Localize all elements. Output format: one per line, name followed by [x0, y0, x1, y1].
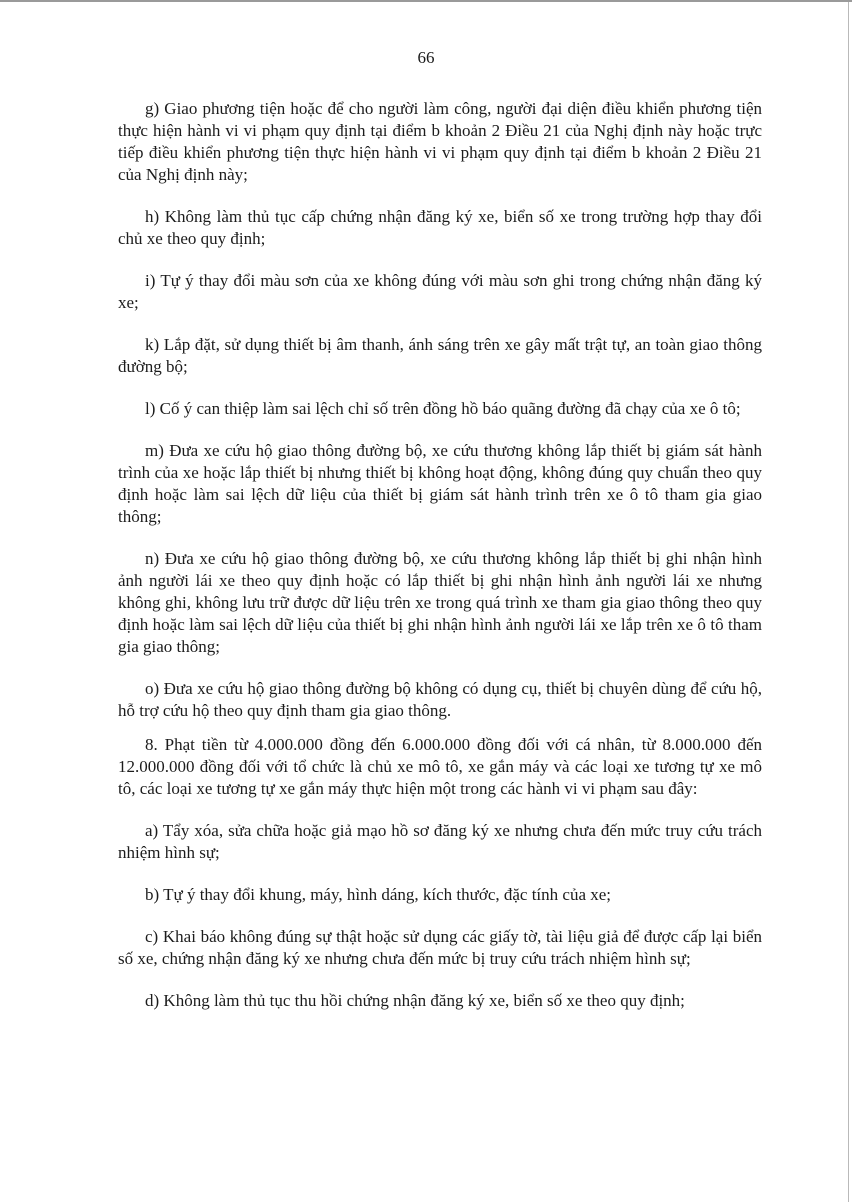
paragraph-k: k) Lắp đặt, sử dụng thiết bị âm thanh, ánh sáng trên xe gây mất trật tự, an toàn giao thông đường bộ;	[118, 335, 762, 376]
paragraph-o: o) Đưa xe cứu hộ giao thông đường bộ không có dụng cụ, thiết bị chuyên dùng để cứu hộ, hỗ trợ cứu hộ theo quy định tham gia giao thông.	[118, 679, 762, 720]
paragraph-c: c) Khai báo không đúng sự thật hoặc sử dụng các giấy tờ, tài liệu giả để được cấp lại biển số xe, chứng nhận đăng ký xe nhưng chưa đến mức bị truy cứu trách nhiệm hình sự;	[118, 927, 762, 968]
paragraph-a: a) Tẩy xóa, sửa chữa hoặc giả mạo hồ sơ đăng ký xe nhưng chưa đến mức truy cứu trách nhiệm hình sự;	[118, 821, 762, 862]
paragraph-clause-8: 8. Phạt tiền từ 4.000.000 đồng đến 6.000.000 đồng đối với cá nhân, từ 8.000.000 đến 12.000.000 đồng đối với tổ chức là chủ xe mô tô, xe gắn máy và các loại xe tương tự xe mô tô, các loại xe tương tự xe gắn máy thực hiện một trong các hành vi vi phạm sau đây:	[118, 735, 762, 798]
page-edge	[848, 2, 849, 1202]
paragraph-h: h) Không làm thủ tục cấp chứng nhận đăng ký xe, biển số xe trong trường hợp thay đổi chủ xe theo quy định;	[118, 207, 762, 248]
paragraph-d: d) Không làm thủ tục thu hồi chứng nhận đăng ký xe, biển số xe theo quy định;	[145, 991, 685, 1010]
paragraph-g: g) Giao phương tiện hoặc để cho người làm công, người đại diện điều khiển phương tiện thực hiện hành vi vi phạm quy định tại điểm b khoản 2 Điều 21 của Nghị định này hoặc trực tiếp điều khiển phương tiện thực hiện hành vi vi phạm quy định tại điểm b khoản 2 Điều 21 của Nghị định này;	[118, 99, 762, 184]
document-body	[118, 98, 762, 1032]
paragraph-m: m) Đưa xe cứu hộ giao thông đường bộ, xe cứu thương không lắp thiết bị giám sát hành trình của xe hoặc lắp thiết bị nhưng thiết bị không hoạt động, không đúng quy chuẩn theo quy định hoặc làm sai lệch dữ liệu của thiết bị giám sát hành trình trên xe ô tô tham gia giao thông;	[118, 441, 762, 526]
paragraph-i: i) Tự ý thay đổi màu sơn của xe không đúng với màu sơn ghi trong chứng nhận đăng ký xe;	[118, 271, 762, 312]
paragraph-l: l) Cố ý can thiệp làm sai lệch chỉ số trên đồng hồ báo quãng đường đã chạy của xe ô tô;	[145, 399, 741, 418]
paragraph-n: n) Đưa xe cứu hộ giao thông đường bộ, xe cứu thương không lắp thiết bị ghi nhận hình ảnh người lái xe theo quy định hoặc có lắp thiết bị ghi nhận hình ảnh người lái xe nhưng không ghi, không lưu trữ được dữ liệu trên xe trong quá trình xe tham gia giao thông theo quy định hoặc làm sai lệch dữ liệu của thiết bị ghi nhận hình ảnh người lái xe lắp trên xe ô tô tham gia giao thông;	[118, 549, 762, 656]
page-number: 66	[417, 48, 435, 67]
paragraph-b: b) Tự ý thay đổi khung, máy, hình dáng, kích thước, đặc tính của xe;	[145, 885, 612, 904]
